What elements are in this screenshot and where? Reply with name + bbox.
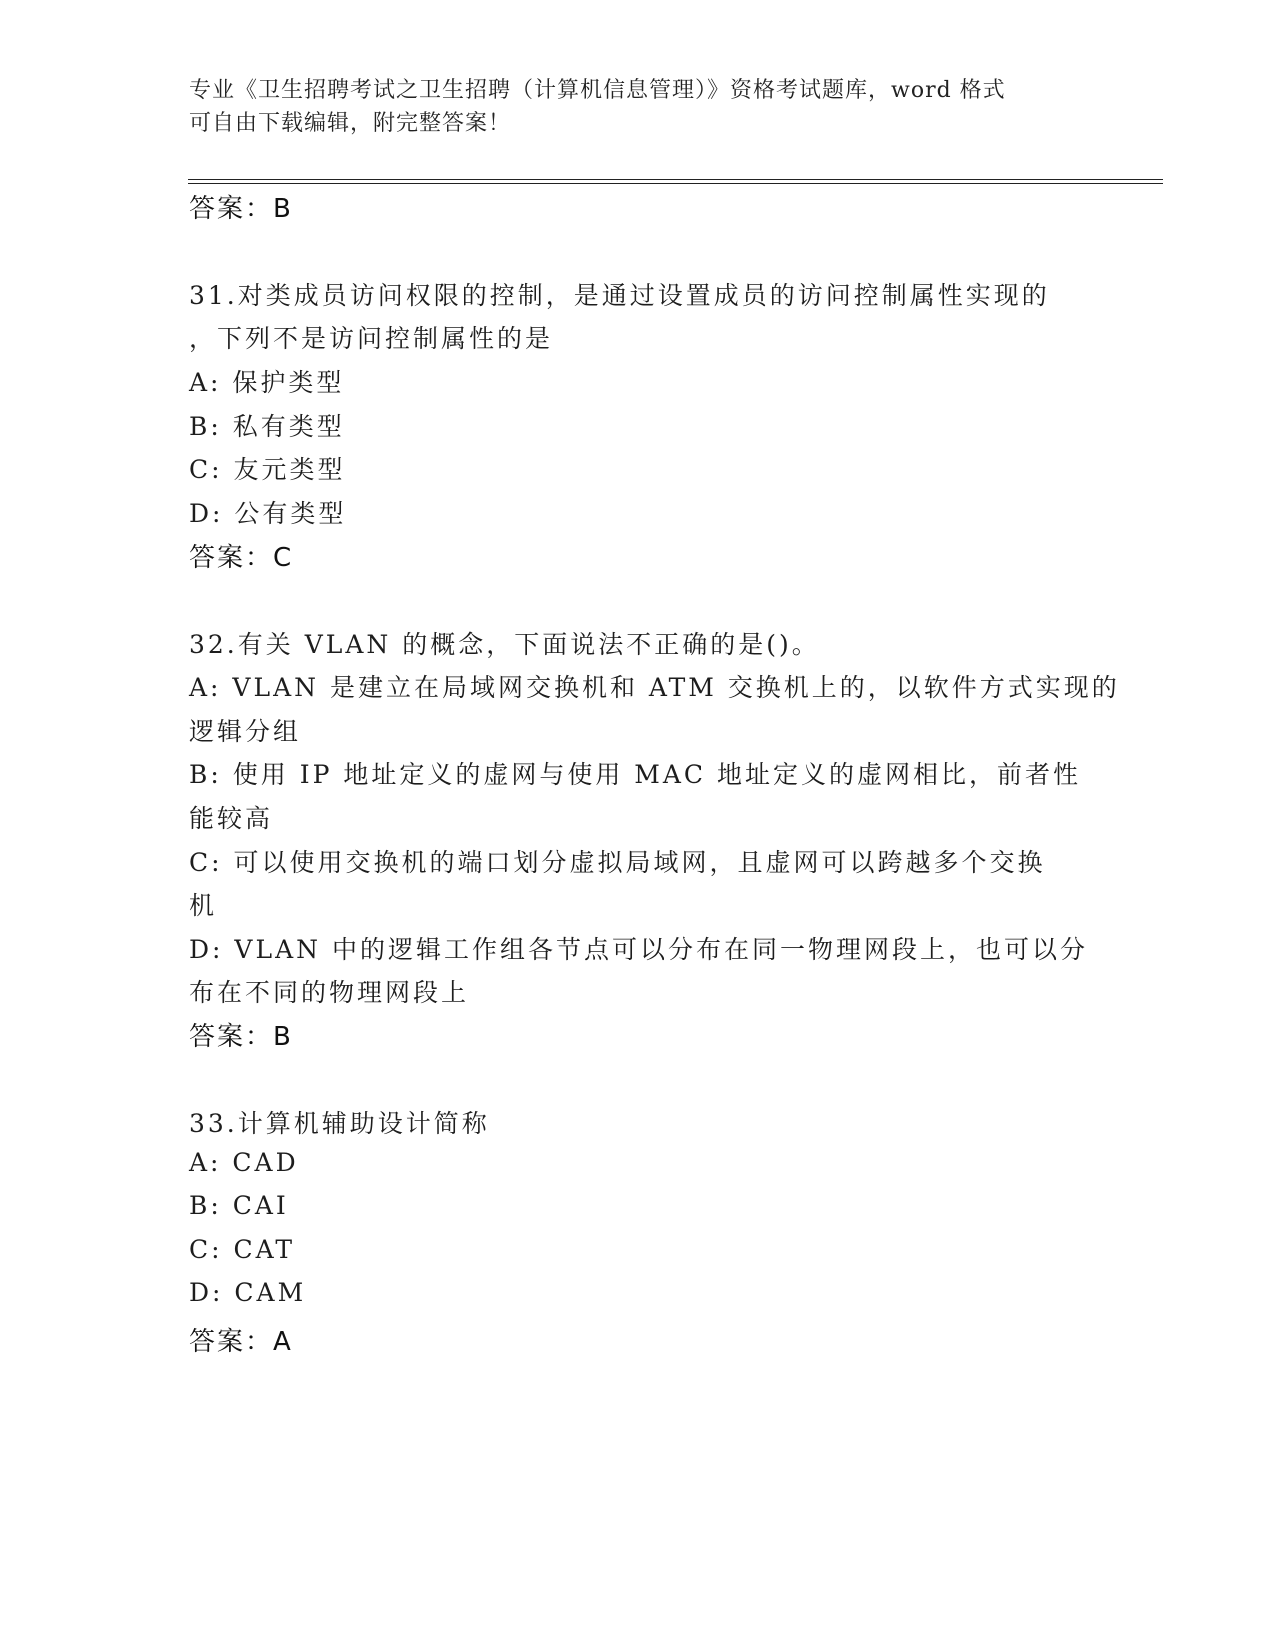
header-line-2: 可自由下载编辑，附完整答案！ bbox=[189, 111, 512, 136]
q32-option-b-line-1: B: 使用 IP 地址定义的虚网与使用 MAC 地址定义的虚网相比，前者性 bbox=[189, 760, 1082, 789]
q32-answer: 答案：B bbox=[189, 1022, 293, 1052]
q33-option-a: A: CAD bbox=[189, 1148, 299, 1177]
q32-option-c-line-2: 机 bbox=[189, 891, 218, 920]
q32-option-a-line-2: 逻辑分组 bbox=[189, 717, 302, 746]
q32-stem: 32.有关 VLAN 的概念，下面说法不正确的是()。 bbox=[189, 630, 820, 659]
q33-answer: 答案：A bbox=[189, 1327, 293, 1357]
q32-option-d-line-1: D: VLAN 中的逻辑工作组各节点可以分布在同一物理网段上，也可以分 bbox=[189, 935, 1088, 964]
header-divider-bottom bbox=[188, 183, 1163, 184]
q33-option-d: D: CAM bbox=[189, 1278, 307, 1307]
q32-option-a-line-1: A: VLAN 是建立在局域网交换机和 ATM 交换机上的，以软件方式实现的 bbox=[189, 673, 1120, 702]
q31-stem-line-2: ，下列不是访问控制属性的是 bbox=[189, 324, 554, 353]
q31-option-d: D: 公有类型 bbox=[189, 499, 347, 528]
header-line-1: 专业《卫生招聘考试之卫生招聘（计算机信息管理）》资格考试题库，word 格式 bbox=[189, 78, 1006, 103]
q32-option-d-line-2: 布在不同的物理网段上 bbox=[189, 978, 470, 1007]
q33-option-b: B: CAI bbox=[189, 1191, 289, 1220]
answer-prev: 答案：B bbox=[189, 194, 293, 224]
q32-option-b-line-2: 能较高 bbox=[189, 804, 274, 833]
q31-option-c: C: 友元类型 bbox=[189, 455, 346, 484]
document-header bbox=[189, 74, 1089, 140]
q31-answer: 答案：C bbox=[189, 543, 294, 573]
q32-option-c-line-1: C: 可以使用交换机的端口划分虚拟局域网，且虚网可以跨越多个交换 bbox=[189, 848, 1046, 877]
header-divider-top bbox=[188, 179, 1163, 180]
q31-stem-line-1: 31.对类成员访问权限的控制，是通过设置成员的访问控制属性实现的 bbox=[189, 281, 1050, 310]
q31-option-b: B: 私有类型 bbox=[189, 412, 345, 441]
q33-stem: 33.计算机辅助设计简称 bbox=[189, 1109, 490, 1138]
q31-option-a: A: 保护类型 bbox=[189, 368, 345, 397]
q33-option-c: C: CAT bbox=[189, 1235, 295, 1264]
